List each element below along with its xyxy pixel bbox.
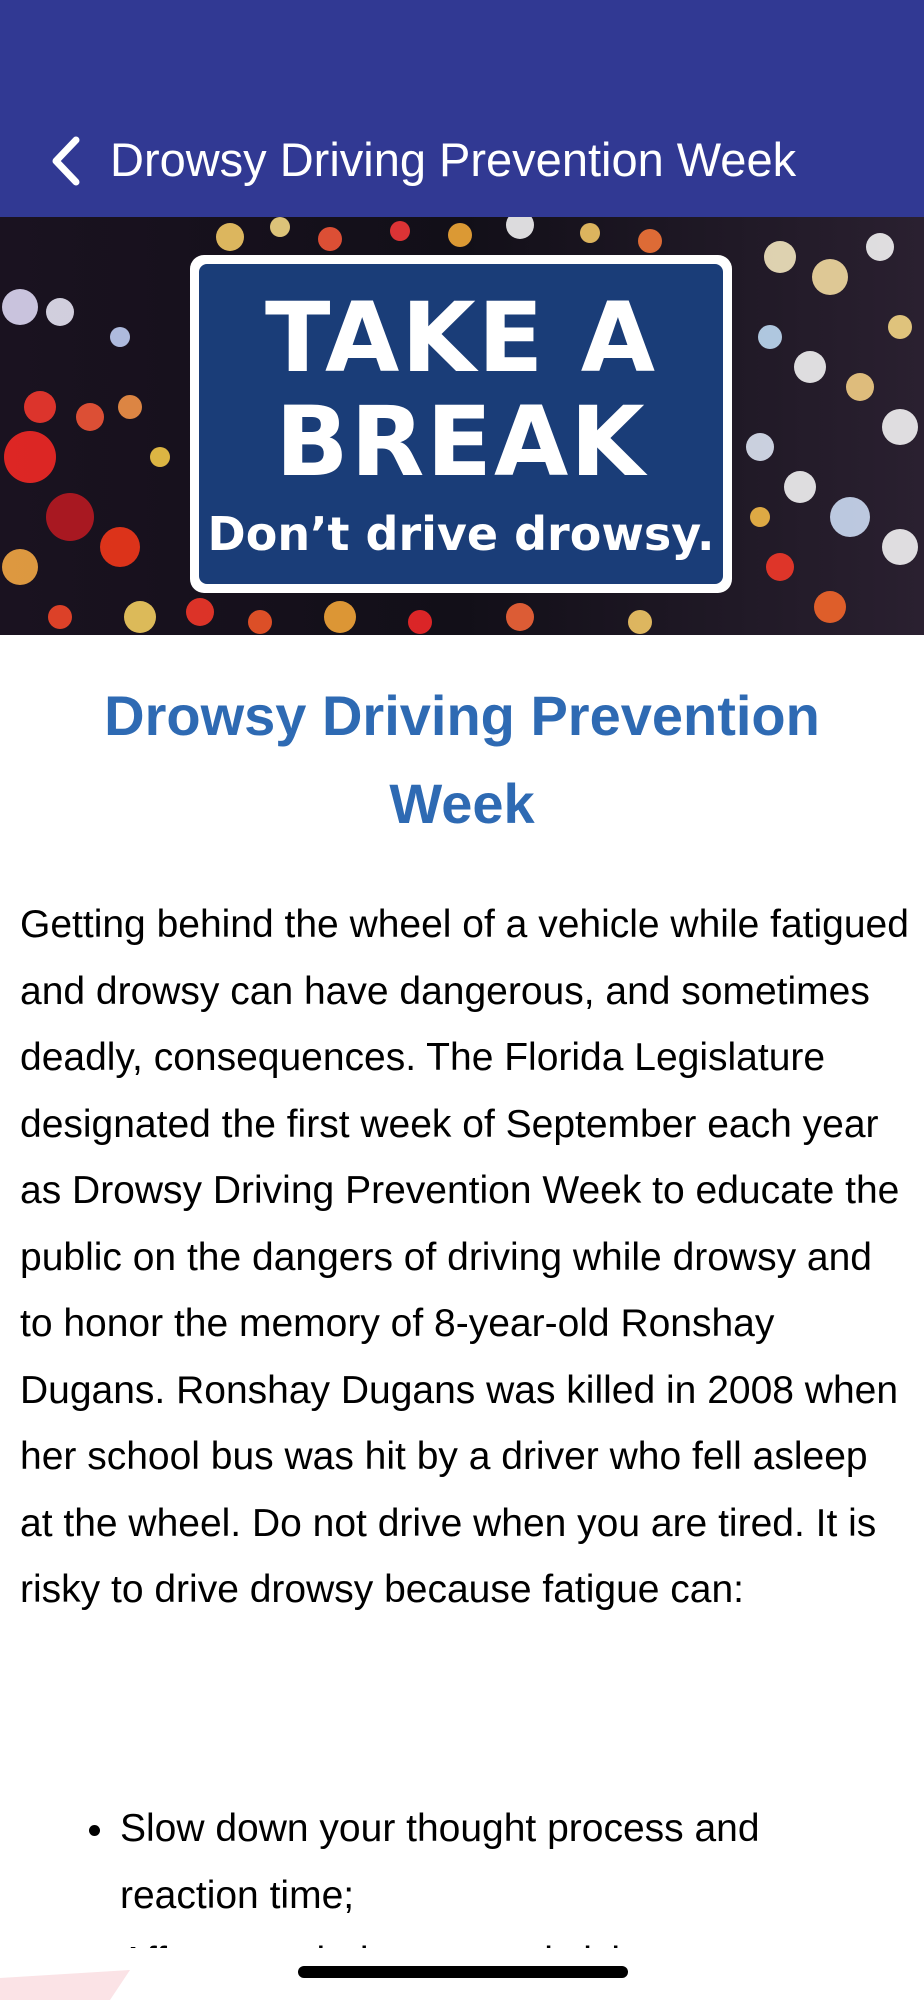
sign-line-2: BREAK bbox=[275, 386, 647, 498]
sign-panel bbox=[199, 264, 723, 584]
take-a-break-sign bbox=[190, 255, 732, 593]
chevron-left-icon bbox=[44, 136, 94, 186]
header-title: Drowsy Driving Prevention Week bbox=[110, 133, 797, 186]
nav-header bbox=[0, 0, 924, 217]
sign-line-3: Don’t drive drowsy. bbox=[207, 507, 715, 561]
sign-line-1: TAKE A bbox=[264, 282, 657, 394]
home-indicator[interactable] bbox=[298, 1966, 628, 1978]
list-item: • Slow down your thought process and reaction time; bbox=[118, 1796, 900, 1929]
article-title: Drowsy Driving Prevention Week bbox=[104, 684, 820, 835]
article-body: Getting behind the wheel of a vehicle while fatigued and drowsy can have dangerous, and sometimes deadly, consequences. The Florida Legislature designated the first week of September each year as Drowsy Driving Prevention Week to educate the public on the dangers of driving while drowsy and to honor the memory of 8-year-old Ronshay Dugans. Ronshay Dugans was killed in 2008 when her school bus was hit by a driver who fell asleep at the wheel. Do not drive when you are tired. It is risky to drive drowsy because fatigue can: bbox=[20, 903, 909, 1611]
hero-banner bbox=[0, 217, 924, 635]
corner-decoration bbox=[0, 1964, 130, 2000]
back-button[interactable] bbox=[44, 136, 94, 186]
